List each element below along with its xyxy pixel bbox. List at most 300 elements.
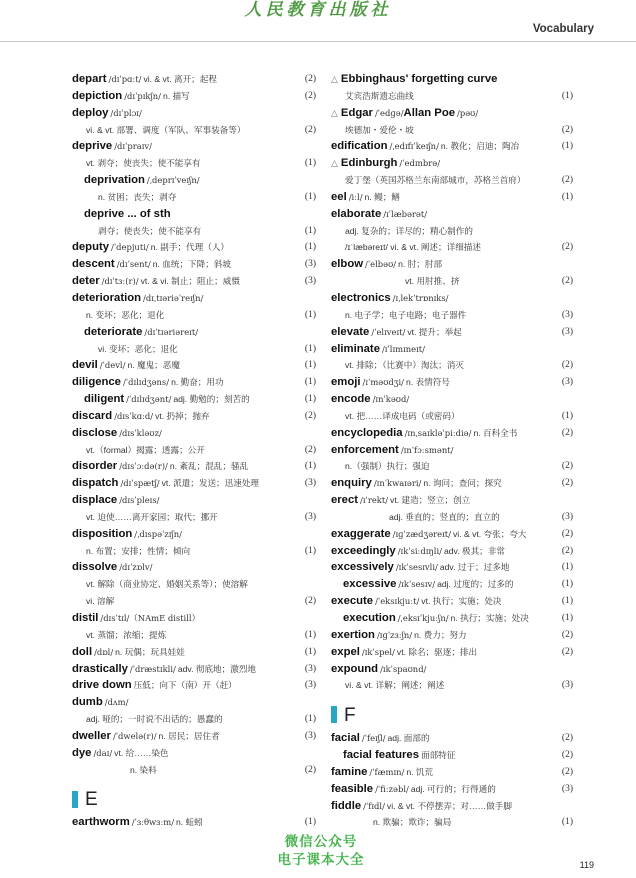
definition: adj. 可行的；行得通的 [410, 783, 496, 794]
publisher-logo: 人民教育出版社 [244, 0, 392, 20]
definition: vt. 蒸馏；浓缩；提炼 [86, 629, 167, 640]
unit-number: (1) [304, 191, 316, 202]
phonetic: /iːl/ [348, 191, 363, 202]
phonetic: /ˈedɡə/ [374, 107, 404, 118]
vocab-entry [72, 576, 316, 593]
definition: n. 变坏；恶化；退化 [86, 309, 165, 320]
headword: eliminate [331, 342, 380, 355]
definition: /ɪˈlæbəreɪt/ vi. & vt. 阐述；详细描述 [345, 242, 481, 253]
unit-number: (1) [304, 461, 316, 472]
phonetic: /ˈɜːθwɜːm/ [131, 817, 175, 828]
headword: expound [331, 662, 379, 675]
definition: 爱丁堡（英国苏格兰东南部城市，苏格兰首府） [345, 175, 526, 186]
vocab-entry [72, 357, 316, 374]
definition: vt. 解除（商业协定、婚姻关系等）；使溶解 [86, 579, 248, 590]
unit-number: (3) [304, 259, 316, 270]
phonetic: /ˈfiːzəbl/ [375, 783, 409, 794]
definition: adj. 过度的；过多的 [437, 579, 514, 590]
headword: dumb [72, 696, 103, 709]
headword: Allan Poe [403, 106, 456, 119]
vocab-entry [331, 593, 573, 610]
definition: n. 玩偶；玩具娃娃 [115, 646, 185, 657]
phonetic: /ˈfeɪʃl/ [361, 733, 386, 744]
vocab-entry [331, 391, 573, 408]
headword: deprive ... of sth [84, 207, 171, 220]
unit-number: (3) [304, 511, 316, 522]
headword: encyclopedia [331, 426, 403, 439]
vocab-entry [331, 559, 573, 576]
phonetic: /dɪˈpɪkʃn/ [124, 90, 161, 101]
definition: 面部特征 [420, 750, 456, 761]
unit-number: (1) [304, 394, 316, 405]
definition: n. 染料 [130, 764, 157, 775]
vocab-entry [72, 492, 316, 509]
unit-number: (1) [304, 646, 316, 657]
definition: adj. 面部的 [387, 733, 430, 744]
vocab-entry [331, 138, 573, 155]
headword: deprivation [84, 174, 145, 187]
headword: earthworm [72, 816, 130, 829]
vocab-entry [72, 661, 316, 678]
vocab-entry [331, 576, 573, 593]
definition: n. 勤奋；用功 [171, 377, 224, 388]
unit-number: (1) [561, 410, 573, 421]
definition: n. 询问；查问；探究 [423, 478, 502, 489]
phonetic: /ˌdɪspəˈzɪʃn/ [134, 528, 182, 539]
phonetic: /daɪ/ [93, 747, 113, 758]
unit-number: (1) [561, 579, 573, 590]
unit-number: (1) [561, 90, 573, 101]
phonetic: /ɪnˈfɔːsmənt/ [400, 444, 454, 455]
vocab-entry [331, 155, 573, 172]
headword: exertion [331, 628, 375, 641]
phonetic: /dɪˈpɑːt/ [108, 74, 142, 84]
vocab-entry [331, 223, 573, 240]
watermark [236, 833, 406, 869]
vocab-entry [72, 71, 316, 88]
unit-number: (1) [304, 343, 316, 354]
phonetic: /dɪˈtɪəriəreɪt/ [144, 326, 199, 337]
vocab-entry [331, 781, 573, 798]
phonetic: /ɪkˈspaʊnd/ [380, 663, 427, 674]
unit-number: (2) [561, 461, 573, 472]
vocab-entry [72, 475, 316, 492]
section-header [72, 786, 316, 814]
phonetic: /ˌdeprɪˈveɪʃn/ [146, 175, 200, 186]
vocab-entry [331, 814, 573, 831]
phonetic: /ɪˈlɪmɪneɪt/ [381, 343, 425, 354]
definition: vt. 建造；竖立；创立 [390, 495, 471, 506]
unit-number: (1) [304, 360, 316, 371]
phonetic: /ˈelɪveɪt/ [371, 326, 406, 337]
headword: deploy [72, 106, 109, 119]
vocab-entry [331, 256, 573, 273]
definition: vt. 用肘推、挤 [405, 276, 460, 287]
definition: n. 执行；实施；处决 [450, 613, 529, 623]
vocabulary-column-right [331, 71, 573, 831]
phonetic: /ɪˈrekt/ [360, 495, 389, 506]
phonetic: /pəʊ/ [457, 107, 479, 118]
headword: emoji [331, 376, 361, 389]
unit-number: (2) [561, 733, 573, 744]
unit-number: (2) [304, 596, 316, 607]
unit-number: (2) [304, 410, 316, 421]
phonetic: /dɪˈspætʃ/ [120, 478, 160, 489]
vocab-entry [72, 239, 316, 256]
headword: enforcement [331, 443, 399, 456]
phonetic: /dɪˈplɔɪ/ [110, 107, 142, 118]
vocab-entry [331, 408, 573, 425]
headword: Edinburgh [340, 157, 398, 170]
vocab-entry [72, 273, 316, 290]
definition: n. 表情符号 [406, 377, 450, 388]
unit-number: (1) [304, 309, 316, 320]
vocab-entry [331, 374, 573, 391]
unit-number: (1) [304, 377, 316, 388]
vocab-entry [331, 341, 573, 358]
headword: displace [72, 494, 118, 507]
phonetic: /dɪˌtɪəriəˈreɪʃn/ [143, 292, 204, 303]
definition: vt. & vi. 制止；阻止；威慑 [140, 276, 240, 287]
vocab-entry [331, 526, 573, 543]
vocab-entry [331, 627, 573, 644]
vocab-entry [72, 425, 316, 442]
headword: enquiry [331, 477, 372, 490]
headword: feasible [331, 782, 374, 795]
unit-number: (2) [561, 646, 573, 657]
definition: 艾宾浩斯遗忘曲线 [345, 90, 414, 101]
unit-number: (3) [561, 326, 573, 337]
vocab-entry [331, 290, 573, 307]
unit-number: (1) [561, 141, 573, 152]
vocab-entry [72, 644, 316, 661]
vocab-entry [72, 442, 316, 459]
phonetic: /dɒl/ [94, 646, 114, 657]
definition: n. 副手；代理（人） [150, 242, 230, 253]
phonetic: /dɪsˈɔːdə(r)/ [119, 461, 168, 472]
unit-number: (1) [304, 714, 316, 725]
unit-number: (2) [561, 276, 573, 287]
vocab-entry [72, 206, 316, 223]
vocab-entry [331, 458, 573, 475]
section-header-bar [331, 706, 337, 723]
headword: deprive [72, 140, 113, 153]
definition: vi. & vt. 不停摆弄；对……做手脚 [386, 800, 512, 811]
headword: exaggerate [331, 527, 391, 540]
unit-number: (3) [304, 478, 316, 489]
unit-number: (3) [304, 276, 316, 287]
vocab-entry [331, 475, 573, 492]
vocab-entry [72, 711, 316, 728]
definition: 剥夺；使丧失；使不能享有 [98, 225, 202, 236]
unit-number: (1) [561, 562, 573, 573]
unit-number: (1) [304, 629, 316, 640]
phonetic: /dʌm/ [104, 697, 129, 708]
unit-number: (3) [561, 783, 573, 794]
definition: vi. 溶解 [86, 596, 115, 607]
unit-number: (2) [561, 360, 573, 371]
extension-triangle-icon: △ [331, 74, 338, 84]
vocab-entry [72, 694, 316, 711]
section-label: Vocabulary [532, 23, 594, 35]
unit-number: (3) [561, 377, 573, 388]
headword: diligence [72, 376, 121, 389]
headword: drastically [72, 662, 128, 675]
headword: dissolve [72, 561, 118, 574]
definition: vi. & vt. 夸张；夸大 [452, 528, 527, 539]
unit-number: (2) [561, 427, 573, 438]
vocab-entry [331, 747, 573, 764]
headword: elaborate [331, 207, 382, 220]
definition: adv. 极其；非常 [443, 545, 505, 556]
vocab-entry [331, 798, 573, 815]
headword: Edgar [340, 106, 373, 119]
headword: edification [331, 140, 388, 153]
vocab-entry [331, 122, 573, 139]
definition: vt. 除名；驱逐；排出 [396, 646, 478, 657]
definition: n. 教化；启迪；陶冶 [440, 141, 520, 152]
phonetic: /dɪsˈkləʊz/ [119, 427, 162, 438]
definition: n.（强制）执行；强迫 [345, 461, 430, 472]
vocab-entry [72, 290, 316, 307]
vocab-entry [331, 307, 573, 324]
headword: excessively [331, 561, 394, 574]
definition: n. 血统；下降；斜坡 [152, 259, 232, 270]
vocab-entry [331, 71, 573, 88]
unit-number: (2) [561, 478, 573, 489]
vocab-entry [331, 730, 573, 747]
phonetic: /ɪkˈsiːdɪŋli/ [397, 545, 442, 556]
vocab-entry [331, 644, 573, 661]
unit-number: (1) [561, 613, 573, 623]
unit-number: (1) [304, 158, 316, 169]
phonetic: /ˈdɪlɪdʒəns/ [122, 377, 170, 388]
unit-number: (1) [561, 191, 573, 202]
phonetic: /ɪɡˈzædʒəreɪt/ [392, 528, 451, 539]
headword: descent [72, 258, 115, 271]
unit-number: (2) [561, 528, 573, 539]
headword: deterioration [72, 291, 142, 304]
vocab-entry [331, 239, 573, 256]
unit-number: (2) [561, 175, 573, 186]
vocab-entry [72, 88, 316, 105]
unit-number: (2) [561, 766, 573, 777]
headword: encode [331, 393, 371, 406]
headword: Ebbinghaus' forgetting curve [340, 73, 498, 85]
unit-number: (2) [304, 90, 316, 101]
vocab-entry [331, 105, 573, 122]
definition: adv. 过于；过多地 [439, 562, 510, 573]
watermark-line: 微信公众号 [284, 834, 358, 849]
phonetic: /ɪɡˈzɜːʃn/ [376, 629, 413, 640]
headword: execute [331, 595, 374, 608]
vocab-entry [72, 374, 316, 391]
definition: vi. & vt. 部署、调度（军队、军事装备等） [86, 124, 246, 135]
vocab-entry [72, 105, 316, 122]
vocab-entry [331, 425, 573, 442]
definition: 埃德加・爱伦・坡 [345, 124, 414, 135]
headword: famine [331, 765, 368, 778]
vocabulary-column-left [72, 71, 316, 831]
phonetic: /ɪkˈsesɪvli/ [395, 562, 438, 573]
vocab-entry [72, 762, 316, 779]
vocab-entry [72, 526, 316, 543]
section-letter: E [85, 789, 98, 811]
vocab-entry [72, 458, 316, 475]
phonetic: /ɪkˈspel/ [361, 646, 395, 657]
phonetic: /dɪˈsent/ [116, 259, 151, 270]
watermark-line: 电子课本大全 [277, 852, 365, 867]
headword: depart [72, 73, 107, 85]
vocab-entry [331, 442, 573, 459]
unit-number: (2) [561, 124, 573, 135]
headword: execution [343, 612, 396, 624]
phonetic: /ˌedɪfɪˈkeɪʃn/ [389, 141, 439, 152]
headword: discard [72, 409, 113, 422]
headword: devil [72, 359, 98, 372]
vocab-entry [72, 223, 316, 240]
definition: vt. 给……染色 [114, 747, 169, 758]
headword: elevate [331, 325, 370, 338]
unit-number: (2) [561, 750, 573, 761]
headword: disposition [72, 527, 133, 540]
phonetic: /ˈdepjuti/ [111, 242, 149, 253]
unit-number: (3) [304, 680, 316, 691]
section-letter: F [344, 705, 356, 727]
headword: expel [331, 645, 360, 658]
definition: vi. 变坏；恶化；退化 [98, 343, 178, 354]
headword: dispatch [72, 477, 119, 490]
definition: 压低；向下（南）开（赶） [133, 680, 237, 691]
phonetic: /ˈdevl/ [99, 360, 126, 371]
headword: exceedingly [331, 544, 396, 557]
headword: disorder [72, 460, 118, 473]
vocab-entry [331, 189, 573, 206]
unit-number: (3) [561, 309, 573, 320]
definition: vt. 排除；（比赛中）淘汰；消灭 [345, 360, 464, 371]
phonetic: /ˈelbəʊ/ [365, 259, 397, 270]
vocab-entry [72, 341, 316, 358]
definition: n. 居民；居住者 [158, 730, 220, 741]
headword: fiddle [331, 799, 362, 812]
definition: n. 魔鬼；恶魔 [127, 360, 180, 371]
vocab-entry [331, 357, 573, 374]
vocab-entry [72, 189, 316, 206]
definition: adj. 复杂的；详尽的；精心制作的 [345, 225, 473, 236]
vocab-entry [72, 509, 316, 526]
vocab-entry [331, 610, 573, 627]
phonetic: /ɪˈlæbərət/ [383, 208, 428, 219]
definition: n. 描写 [163, 90, 190, 101]
unit-number: (3) [304, 730, 316, 741]
phonetic: /ˈedɪnbrə/ [399, 158, 441, 169]
definition: n. 紊乱；混乱；骚乱 [169, 461, 249, 472]
phonetic: /ˈdræstɪkli/ [129, 663, 176, 674]
definition: n. 费力；努力 [414, 629, 467, 640]
phonetic: /ˈdɪlɪdʒənt/ [126, 394, 172, 405]
section-header [331, 702, 573, 730]
vocab-entry [72, 155, 316, 172]
phonetic: /ˈeksɪkjuːt/ [375, 596, 420, 607]
vocab-entry [331, 764, 573, 781]
vocab-entry [331, 509, 573, 526]
vocab-entry [331, 172, 573, 189]
definition: vt. 扔掉；抛弃 [155, 410, 210, 421]
phonetic: /dɪsˈkɑːd/ [114, 410, 154, 421]
headword: deter [72, 275, 100, 288]
definition: adj. 勤勉的；刻苦的 [173, 394, 250, 405]
phonetic: /dɪˈpraɪv/ [114, 141, 152, 152]
vocab-entry [72, 256, 316, 273]
vocab-entry [72, 138, 316, 155]
headword: eel [331, 190, 347, 203]
vocab-entry [72, 814, 316, 831]
unit-number: (1) [304, 545, 316, 556]
headword: erect [331, 494, 359, 507]
unit-number: (1) [561, 817, 573, 828]
definition: n. 鳗；鳝 [364, 191, 400, 202]
unit-number: (2) [561, 242, 573, 253]
vocab-entry [72, 307, 316, 324]
vocab-entry [72, 627, 316, 644]
definition: n. 蚯蚓 [176, 817, 203, 828]
phonetic: /ɪˈməʊdʒi/ [362, 377, 404, 388]
unit-number: (1) [304, 242, 316, 253]
phonetic: /ɪkˈsesɪv/ [398, 579, 436, 590]
vocab-entry [72, 559, 316, 576]
header-divider [0, 41, 636, 42]
unit-number: (2) [304, 74, 316, 84]
vocab-entry [331, 273, 573, 290]
definition: n. 欺骗；欺诈；骗局 [373, 817, 452, 828]
vocab-entry [331, 677, 573, 694]
extension-triangle-icon: △ [331, 107, 338, 118]
headword: distil [72, 612, 99, 624]
headword: diligent [84, 393, 125, 406]
unit-number: (2) [561, 545, 573, 556]
vocab-entry [72, 543, 316, 560]
definition: n. 饥荒 [406, 766, 434, 777]
definition: vt. 剥夺；使丧失；使不能享有 [86, 158, 201, 169]
definition: vt. 提升；举起 [407, 326, 462, 337]
vocab-entry [72, 408, 316, 425]
unit-number: (3) [561, 511, 573, 522]
vocab-entry [72, 728, 316, 745]
definition: adv. 彻底地；激烈地 [177, 663, 257, 674]
unit-number: (2) [304, 764, 316, 775]
section-header-bar [72, 791, 78, 808]
phonetic: /dɪˈzɒlv/ [119, 562, 153, 573]
definition: n. 布置；安排；性情；倾向 [86, 545, 191, 556]
unit-number: (1) [304, 817, 316, 828]
phonetic: /ɪnˈkəʊd/ [372, 394, 410, 405]
vocab-entry [72, 677, 316, 694]
page-number: 119 [579, 860, 594, 870]
phonetic: /dɪˈtɜː(r)/ [101, 276, 139, 287]
definition: vi. & vt. 详解；阐述；阐述 [345, 680, 445, 691]
vocab-entry [331, 206, 573, 223]
unit-number: (2) [304, 444, 316, 455]
headword: deputy [72, 241, 110, 254]
headword: deteriorate [84, 325, 143, 338]
headword: elbow [331, 258, 364, 271]
vocab-entry [72, 745, 316, 762]
headword: depiction [72, 89, 123, 102]
phonetic: /ˌeksɪˈkjuːʃn/ [397, 613, 449, 623]
headword: drive down [72, 679, 132, 692]
headword: facial features [343, 749, 419, 762]
unit-number: (1) [304, 225, 316, 236]
